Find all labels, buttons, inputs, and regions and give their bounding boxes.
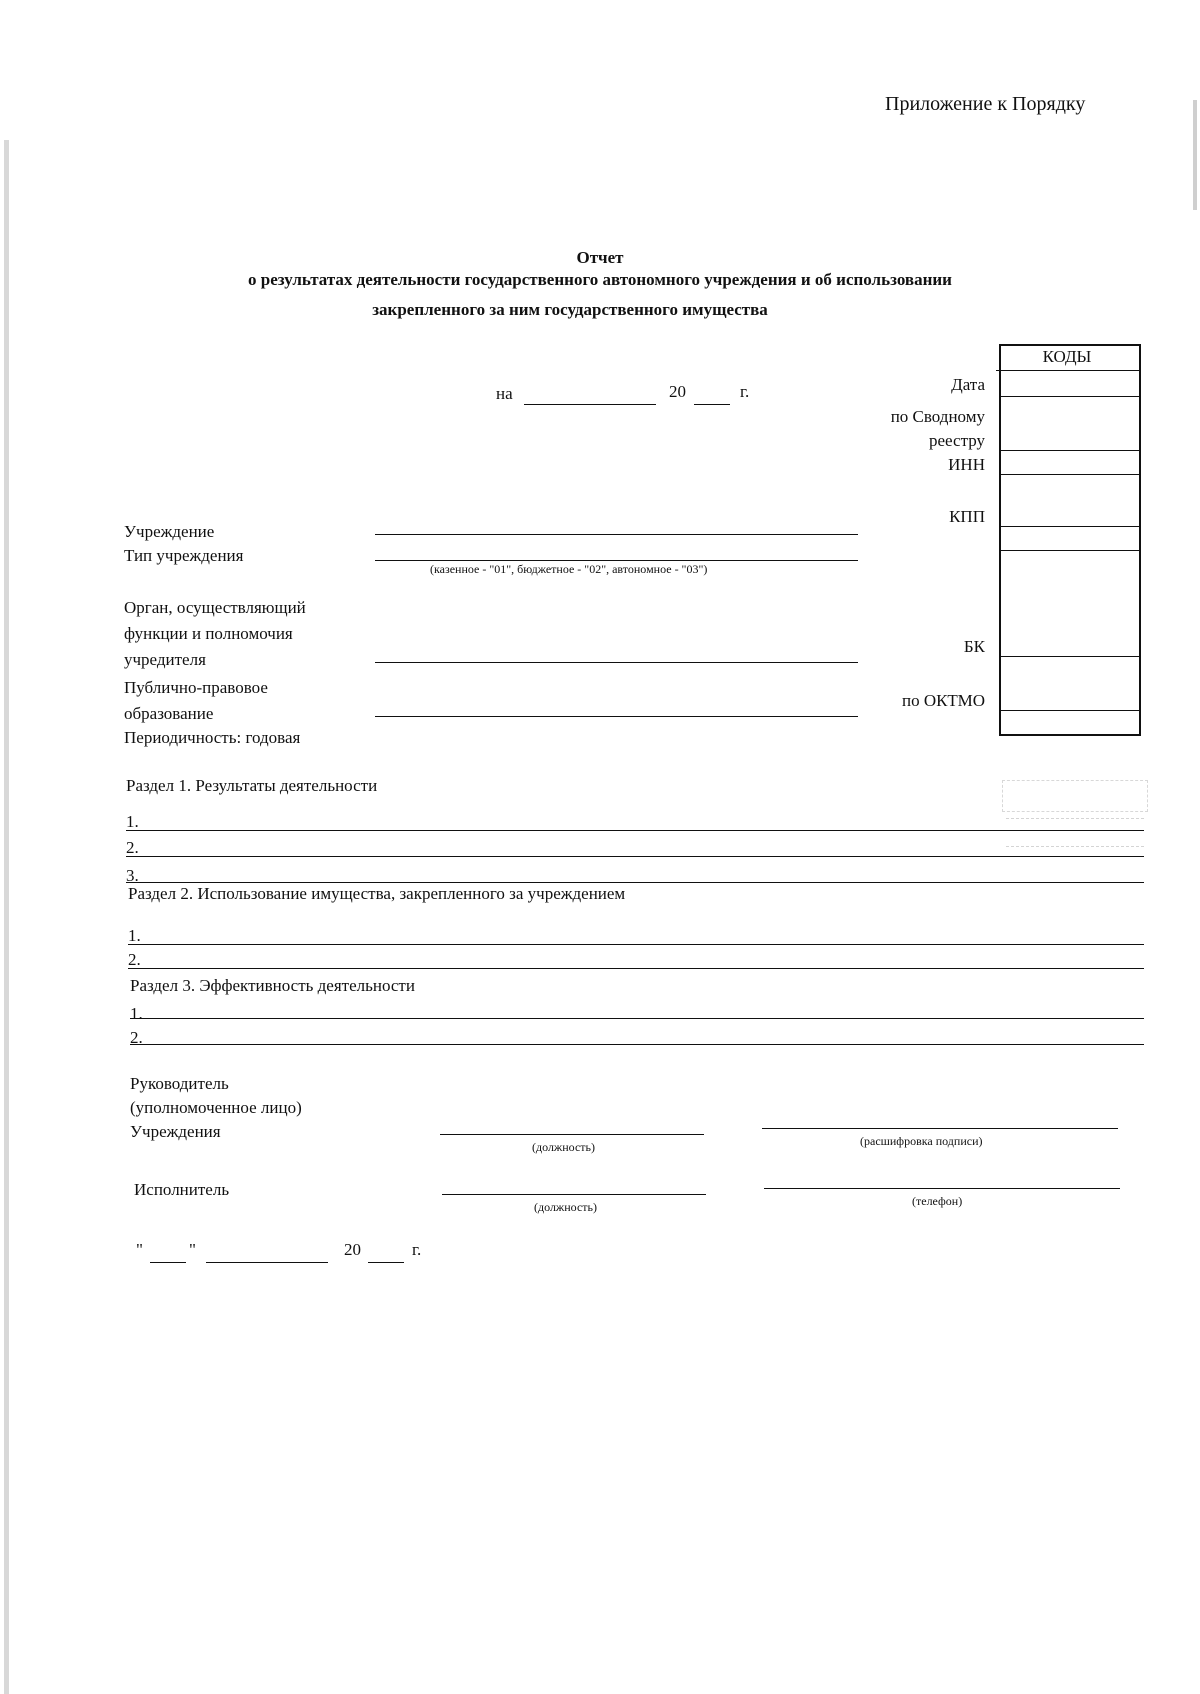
field-public-label-1: Публично-правовое [124, 678, 268, 697]
date-prefix: на [496, 384, 513, 403]
section-1-line-3[interactable] [126, 882, 1144, 883]
head-position-hint: (должность) [532, 1140, 595, 1154]
field-periodicity: Периодичность: годовая [124, 728, 301, 747]
codes-header: КОДЫ [996, 344, 1138, 371]
signature-head-label-3: Учреждения [130, 1122, 221, 1141]
date-year: 20 [669, 382, 686, 401]
executor-position-blank[interactable] [442, 1194, 706, 1195]
footer-quote-open: " [136, 1240, 143, 1259]
footer-quote-close: " [189, 1240, 196, 1259]
footer-year-blank[interactable] [368, 1262, 404, 1263]
section-1-item-2: 2. [126, 838, 139, 857]
field-organ-blank[interactable] [375, 662, 858, 663]
section-2-line-2[interactable] [128, 968, 1144, 969]
signature-head-label-1: Руководитель [130, 1074, 229, 1093]
scan-ghost-line-1 [1006, 818, 1144, 819]
section-1-item-1: 1. [126, 812, 139, 831]
footer-day-blank[interactable] [150, 1262, 186, 1263]
report-title-line2: о результатах деятельности государственного автономного учреждения и об использовании [248, 270, 952, 289]
signature-head-label-2: (уполномоченное лицо) [130, 1098, 302, 1117]
codes-cell-organ[interactable] [999, 550, 1141, 551]
label-registry-1: по Сводному [890, 407, 985, 426]
executor-label: Исполнитель [134, 1180, 230, 1199]
scan-ghost-line-2 [1006, 846, 1144, 847]
section-3-title: Раздел 3. Эффективность деятельности [130, 976, 415, 995]
section-1-line-2[interactable] [126, 856, 1144, 857]
field-type-blank[interactable] [375, 560, 858, 561]
label-oktmo: по ОКТМО [901, 691, 985, 710]
section-1-line-1[interactable] [126, 830, 1144, 831]
section-3-line-1[interactable] [130, 1018, 1144, 1019]
codes-cell-date[interactable] [999, 370, 1141, 371]
field-organ-label-2: функции и полномочия [124, 624, 293, 643]
field-public-blank[interactable] [375, 716, 858, 717]
appendix-label: Приложение к Порядку [885, 93, 1086, 115]
executor-phone-blank[interactable] [764, 1188, 1120, 1189]
footer-year: 20 [344, 1240, 361, 1259]
scan-edge-left [4, 140, 9, 1694]
report-title: Отчет [576, 248, 624, 267]
field-organ-label-1: Орган, осуществляющий [124, 598, 306, 617]
date-suffix: г. [740, 382, 750, 401]
label-bk: БК [963, 637, 985, 656]
scan-edge-right [1193, 100, 1197, 210]
field-type-hint: (казенное - "01", бюджетное - "02", автономное - "03") [430, 562, 708, 576]
label-registry-2: реестру [929, 431, 985, 450]
codes-cell-type[interactable] [999, 526, 1141, 527]
label-date: Дата [951, 375, 985, 394]
codes-cell-kpp[interactable] [999, 474, 1141, 475]
head-decoding-blank[interactable] [762, 1128, 1118, 1129]
codes-cell-bk[interactable] [999, 656, 1141, 657]
codes-cell-inn[interactable] [999, 450, 1141, 451]
field-type-label: Тип учреждения [124, 546, 244, 565]
report-title-line3: закрепленного за ним государственного имущества [372, 300, 768, 319]
section-2-item-2: 2. [128, 950, 141, 969]
section-3-item-2: 2. [130, 1028, 143, 1047]
executor-phone-hint: (телефон) [912, 1194, 963, 1208]
codes-cell-oktmo[interactable] [999, 710, 1141, 711]
field-institution-label: Учреждение [124, 522, 215, 541]
section-2-line-1[interactable] [128, 944, 1144, 945]
footer-month-blank[interactable] [206, 1262, 328, 1263]
section-2-item-1: 1. [128, 926, 141, 945]
field-public-label-2: образование [124, 704, 214, 723]
section-3-item-1: 1. [130, 1004, 143, 1023]
field-institution-blank[interactable] [375, 534, 858, 535]
label-kpp: КПП [949, 507, 985, 526]
executor-position-hint: (должность) [534, 1200, 597, 1214]
codes-box [999, 344, 1141, 736]
section-1-title: Раздел 1. Результаты деятельности [126, 776, 378, 795]
section-3-line-2[interactable] [130, 1044, 1144, 1045]
codes-cell-registry[interactable] [999, 396, 1141, 397]
scan-ghost-box [1002, 780, 1148, 812]
section-2-title: Раздел 2. Использование имущества, закрепленного за учреждением [128, 884, 626, 903]
head-decoding-hint: (расшифровка подписи) [860, 1134, 983, 1148]
label-inn: ИНН [948, 455, 985, 474]
date-blank[interactable] [524, 404, 656, 405]
section-1-item-3: 3. [126, 866, 139, 885]
field-organ-label-3: учредителя [124, 650, 206, 669]
head-position-blank[interactable] [440, 1134, 704, 1135]
year-blank[interactable] [694, 404, 730, 405]
footer-suffix: г. [412, 1240, 422, 1259]
